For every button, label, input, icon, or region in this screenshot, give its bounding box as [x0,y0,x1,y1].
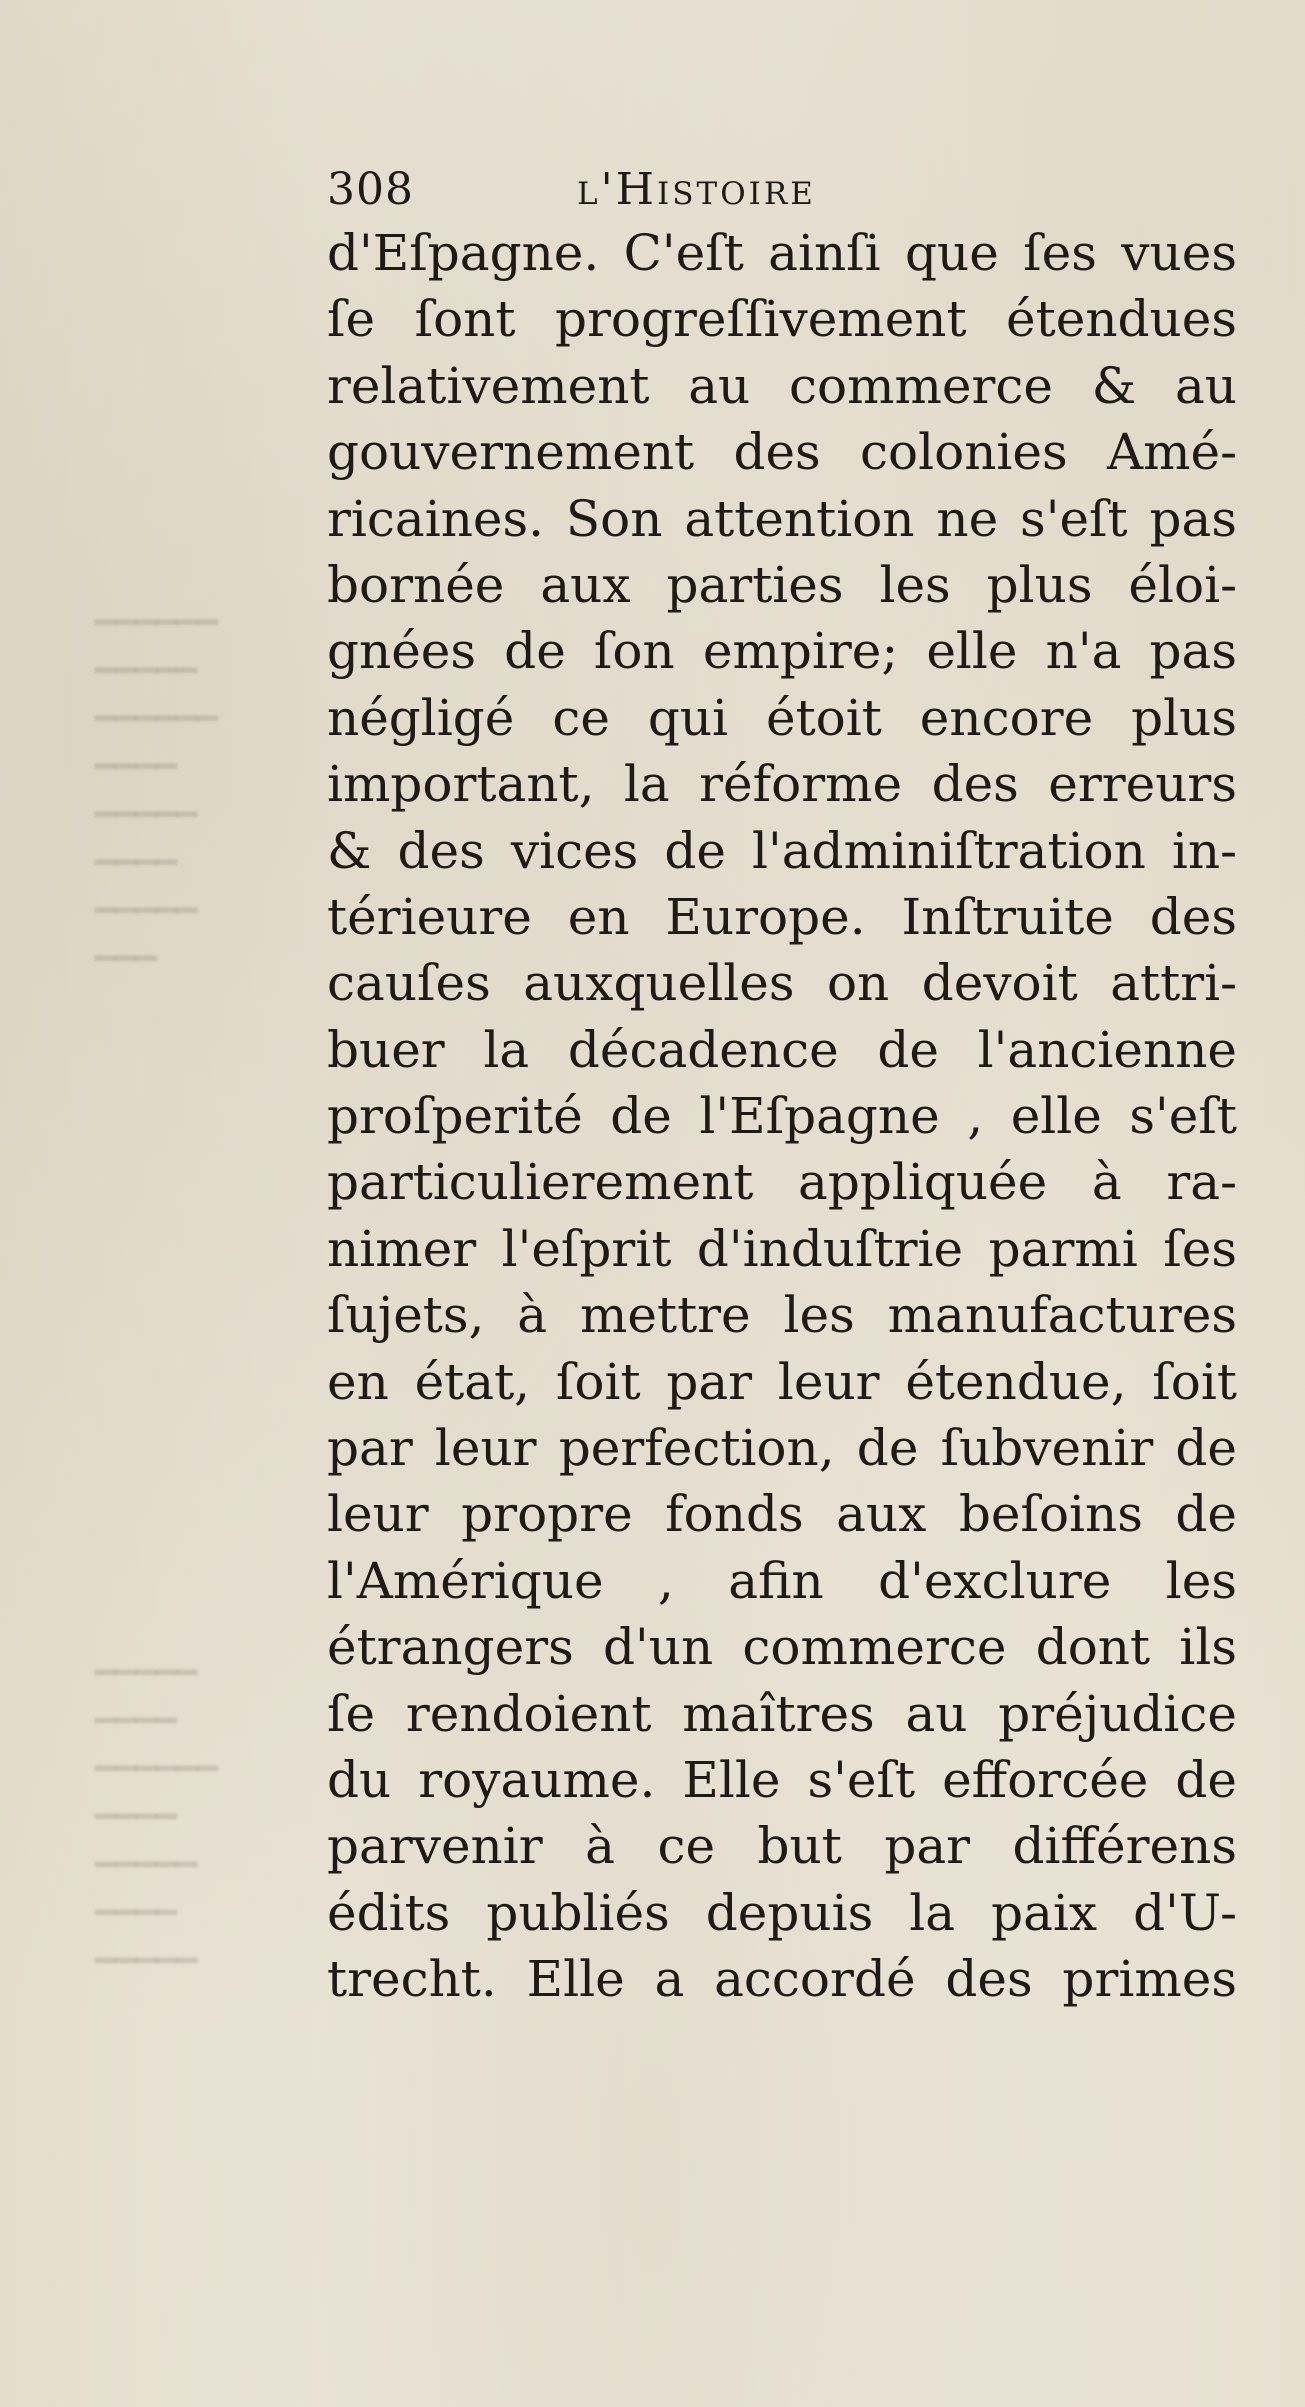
text-line: parvenir à ce but par différens [327,1817,1237,1876]
text-line: par leur perfection, de ſubvenir de [327,1419,1237,1478]
text-line: l'Amérique , afin d'exclure les [327,1551,1237,1610]
text-line: ricaines. Son attention ne s'eſt pas [327,489,1237,548]
text-line: bornée aux parties les plus éloi- [327,555,1237,614]
running-title: l'Histoire [577,164,816,215]
text-line: négligé ce qui étoit encore plus [327,688,1237,747]
text-line: ſe ſont progreſſivement étendues [327,290,1237,349]
text-line: d'Eſpagne. C'eſt ainſi que ſes vues [327,224,1237,282]
text-line: leur propre fonds aux beſoins de [327,1485,1237,1544]
body-text [327,220,1237,2013]
text-line: gnées de ſon empire; elle n'a pas [327,622,1237,681]
text-line: ſe rendoient maîtres au préjudice [327,1684,1237,1743]
text-line: buer la décadence de l'ancienne [327,1020,1237,1079]
page-number: 308 [327,164,414,215]
show-through-margin-note-top: ━━━━━━ ━━━━━ ━━━━━━ ━━━━ ━━━━━ ━━━━ ━━━━━ ━━━ [95,605,218,978]
text-line: en état, ſoit par leur étendue, ſoit [327,1352,1237,1411]
text-line: étrangers d'un commerce dont ils [327,1618,1237,1677]
text-line: cauſes auxquelles on devoit attri- [327,954,1237,1013]
text-line: relativement au commerce & au [327,356,1237,415]
running-head [327,160,1237,220]
text-line: du royaume. Elle s'eſt efforcée de [327,1750,1237,1809]
show-through-margin-note-bottom: ━━━━━ ━━━━ ━━━━━━ ━━━━ ━━━━━ ━━━━ ━━━━━ [95,1655,218,1980]
text-line: nimer l'eſprit d'induſtrie parmi ſes [327,1219,1237,1278]
text-line: particulierement appliquée à ra- [327,1153,1237,1212]
text-line: trecht. Elle a accordé des primes [327,1950,1237,2009]
text-line: térieure en Europe. Inſtruite des [327,887,1237,946]
text-line: important, la réforme des erreurs [327,755,1237,814]
text-line: & des vices de l'adminiſtration in- [327,821,1237,880]
text-line: édits publiés depuis la paix d'U- [327,1883,1237,1942]
text-line: gouvernement des colonies Amé- [327,423,1237,482]
text-line: proſperité de l'Eſpagne , elle s'eſt [327,1087,1237,1146]
page-text-block [327,160,1237,2013]
text-line: ſujets, à mettre les manufactures [327,1286,1237,1345]
